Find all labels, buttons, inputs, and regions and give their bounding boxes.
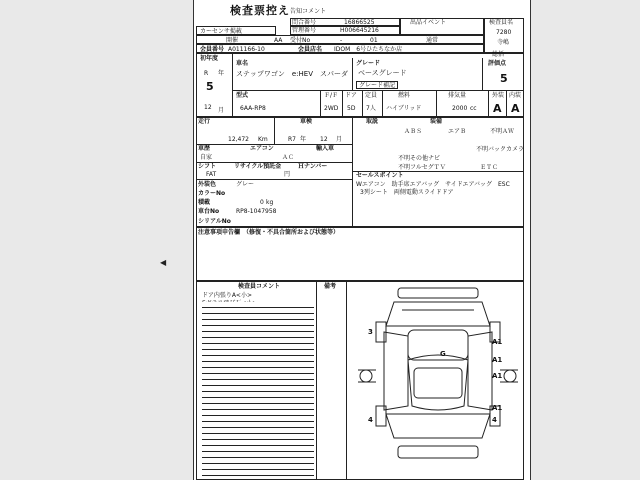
inquiry-no-label: 問合番号	[292, 19, 317, 26]
carsensor-label: カーセンサ掲載	[200, 28, 242, 35]
grade-supp-label: グレード補記	[359, 82, 396, 89]
color: グレー	[236, 181, 255, 188]
venue-value: AA	[274, 37, 283, 44]
comment-1: ドア内張りA<小>	[202, 292, 252, 299]
inspection-label: 車検	[300, 118, 313, 125]
first-reg-year-suffix: 年	[218, 70, 225, 77]
loading-label: 積載	[198, 199, 211, 206]
mileage: 12,472	[228, 136, 249, 143]
receipt-no: 01	[370, 37, 378, 44]
notice-label: 告知コメント	[290, 8, 327, 15]
equipment-airbag: エアＢ	[448, 128, 467, 135]
remarks-label: 備考	[324, 283, 337, 290]
score: 5	[500, 72, 508, 85]
model: 6AA-RP8	[240, 105, 266, 112]
damage-mark-right-front: A1	[492, 338, 503, 346]
first-reg-year: 5	[206, 80, 214, 93]
comment-lines	[202, 302, 314, 478]
first-reg-month-suffix: 月	[218, 107, 225, 114]
inspection-era: R7	[288, 136, 296, 143]
member-no-label: 会員番号	[200, 46, 225, 53]
member-no: A011166-10	[228, 46, 265, 53]
plate-label: Ｈナンバー	[298, 163, 328, 170]
damage-mark-left-front: 3	[368, 328, 373, 336]
interior-label: 内装	[509, 92, 522, 99]
mgmt-no-label: 管理番号	[292, 27, 317, 34]
viewer-margin-right	[538, 0, 640, 480]
damage-mark-left-rear: 4	[368, 416, 373, 424]
grade: ベースグレード	[358, 69, 407, 77]
normal-label: 通常	[426, 37, 439, 44]
car-name: ステップワゴン e:HEV スパーダ	[236, 70, 348, 78]
store-label: 会員店名	[298, 46, 323, 53]
manual-label: 取説	[366, 118, 379, 125]
auction-event-label: 出品イベント	[410, 19, 447, 26]
loading-unit: kg	[266, 199, 274, 206]
drive: 2WD	[324, 105, 339, 112]
shift: FAT	[206, 171, 217, 178]
capacity: 7人	[366, 105, 376, 112]
model-label: 型式	[236, 92, 249, 99]
damage-mark-center: G	[440, 350, 446, 358]
damage-mark-right-rear: A1	[492, 404, 503, 412]
registration-label: 車歴	[198, 145, 211, 152]
equipment-back-camera: 不明バックカメラ	[476, 146, 525, 153]
recycle-unit: 円	[284, 171, 291, 178]
displacement-unit: cc	[470, 105, 477, 112]
inquiry-no: 16866525	[344, 19, 375, 26]
mileage-label: 走行	[198, 118, 211, 125]
equipment-label: 装備	[430, 118, 443, 125]
fuel-label: 燃料	[398, 92, 411, 99]
displacement: 2000	[452, 105, 468, 112]
aircon: ＡＣ	[282, 154, 295, 161]
drive-label: Ｆ/Ｆ	[324, 92, 339, 99]
fuel: ハイブリッド	[386, 105, 422, 112]
equipment-etc: ＥＴＣ	[480, 164, 499, 171]
chassis: RP8-1047958	[236, 208, 277, 215]
first-reg-era: R	[204, 70, 209, 77]
damage-mark-right-center: A1	[492, 372, 503, 380]
car-damage-diagram	[354, 286, 524, 480]
shift-label: シフト	[198, 163, 217, 170]
car-name-label: 車名	[236, 60, 249, 67]
equipment-alloy-wheel: 不明ＡＷ	[490, 128, 515, 135]
damage-mark-right-mid: A1	[492, 356, 503, 364]
inspection-sheet	[193, 0, 531, 480]
mileage-unit: Km	[258, 136, 268, 143]
sheet-title: 検査票控え	[230, 4, 290, 17]
grade-label: グレード	[356, 60, 381, 67]
recycle-label: リサイクル預託金	[234, 163, 282, 170]
receipt-no-sep: -	[340, 37, 343, 44]
inspection-month: 12	[320, 136, 328, 143]
inspector-name: 寺嶋	[497, 39, 510, 46]
interior-grade: A	[511, 102, 520, 115]
inspector-label: 検査員名	[489, 19, 514, 26]
venue-label: 開催	[226, 37, 239, 44]
equipment-abs: ＡＢＳ	[404, 128, 423, 135]
equipment-navi: 不明その他ナビ	[398, 155, 441, 162]
previous-page-arrow-icon[interactable]: ◀	[160, 258, 167, 267]
damage-mark-right-rear-2: 4	[492, 416, 497, 424]
doors: 5D	[347, 105, 356, 112]
mgmt-no: H006645216	[340, 27, 379, 34]
aircon-label: エアコン	[250, 145, 274, 152]
loading: 0	[260, 199, 264, 206]
displacement-label: 排気量	[448, 92, 467, 99]
import-label: 輸入車	[316, 145, 335, 152]
first-reg-month: 12	[204, 104, 212, 111]
capacity-label: 定員	[365, 92, 378, 99]
sales-text-2: 3列シート 両側電動スライドドア	[360, 189, 454, 196]
inspection-month-suffix: 月	[336, 136, 343, 143]
exterior-grade: A	[493, 102, 502, 115]
doors-label: ドア	[345, 92, 357, 99]
chassis-label: 車台No	[198, 208, 220, 215]
sales-label: セールスポイント	[356, 172, 404, 179]
inspection-year-suffix: 年	[300, 136, 307, 143]
color-no-label: カラーNo	[198, 190, 226, 197]
inspector-code: 7280	[496, 29, 512, 36]
receipt-no-label: 受付No	[290, 37, 311, 44]
equipment-tv: 不明フルセグＴＶ	[398, 164, 446, 171]
color-label: 外装色	[198, 181, 217, 188]
registration: 自家	[200, 154, 213, 161]
serial-label: シリアルNo	[198, 218, 231, 225]
comments-label: 検査員コメント	[238, 283, 281, 290]
exterior-label: 外装	[492, 92, 505, 99]
general-label: 総括	[492, 51, 505, 58]
notes-label: 注意事項申告欄 （修復・不具合箇所および状態等）	[198, 229, 340, 236]
first-reg-label: 初年度	[200, 55, 219, 62]
store-name: IDOM 6号ひたちなか店	[334, 46, 403, 53]
sales-text-1: Wエアコン 助手席エアバッグ サイドエアバッグ ESC	[356, 181, 510, 188]
viewer-margin-left	[0, 0, 150, 480]
score-label: 評価点	[488, 60, 507, 67]
